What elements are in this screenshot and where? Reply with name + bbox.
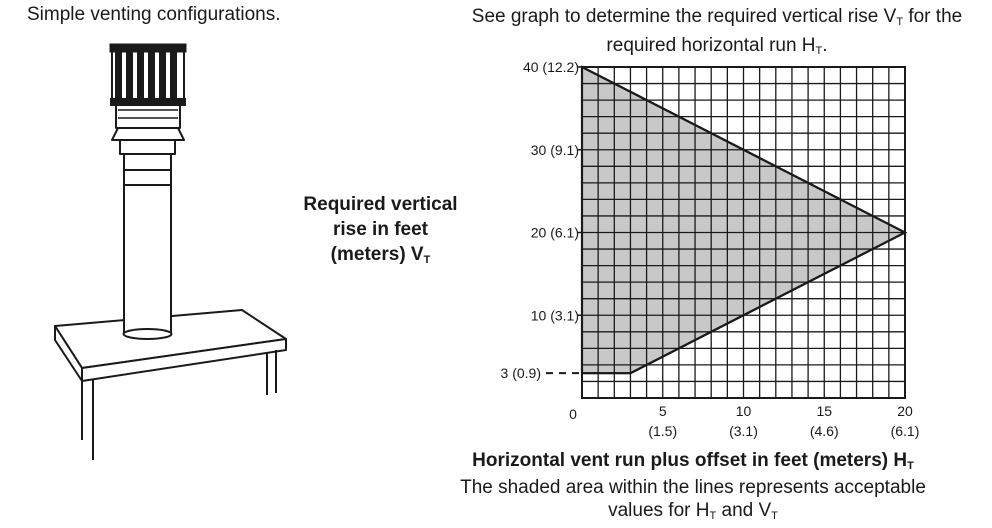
y-tick-label: 10 (3.1) [530,307,579,324]
note-sub1: T [709,510,717,522]
y-axis-title-sub: T [423,254,431,266]
y-tick-label: 20 (6.1) [530,224,579,241]
x-axis-title-sub: T [907,460,914,472]
x-tick-sublabel: (1.5) [648,423,678,439]
y-tick-label: 3 (0.9) [500,365,541,382]
x-tick-label: 20 [897,403,913,419]
y-axis-title-line1: Required vertical [303,194,458,215]
instructions-line2-end: . [822,35,828,56]
x-tick-label: 15 [816,403,833,419]
x-axis-title-text: Horizontal vent run plus offset in feet (meters) H [472,450,908,471]
instructions-sub1: T [896,16,904,28]
venting-caption: Simple venting configurations. [27,4,281,25]
instructions-line1-end: for the [903,6,963,27]
x-tick-label: 0 [569,406,577,422]
note-line2: values for H [608,500,710,521]
instructions-line1: See graph to determine the required vertical rise V [471,6,897,27]
y-axis-title-line2: rise in feet [332,219,429,240]
note-sub2: T [771,510,778,522]
y-tick-label: 30 (9.1) [530,141,579,158]
instructions-sub2: T [815,45,823,57]
note-line2-mid: and V [716,500,772,521]
note-line1: The shaded area within the lines represents acceptable [460,477,926,498]
x-tick-sublabel: (3.1) [729,423,758,439]
x-tick-sublabel: (4.6) [809,423,839,439]
x-tick-sublabel: (6.1) [890,423,920,439]
x-tick-label: 10 [735,403,752,419]
y-axis-title-line3: (meters) V [330,244,424,265]
x-tick-label: 5 [658,403,667,419]
y-tick-label: 40 (12.2) [522,59,579,75]
instructions-line2: required horizontal run H [606,35,816,56]
